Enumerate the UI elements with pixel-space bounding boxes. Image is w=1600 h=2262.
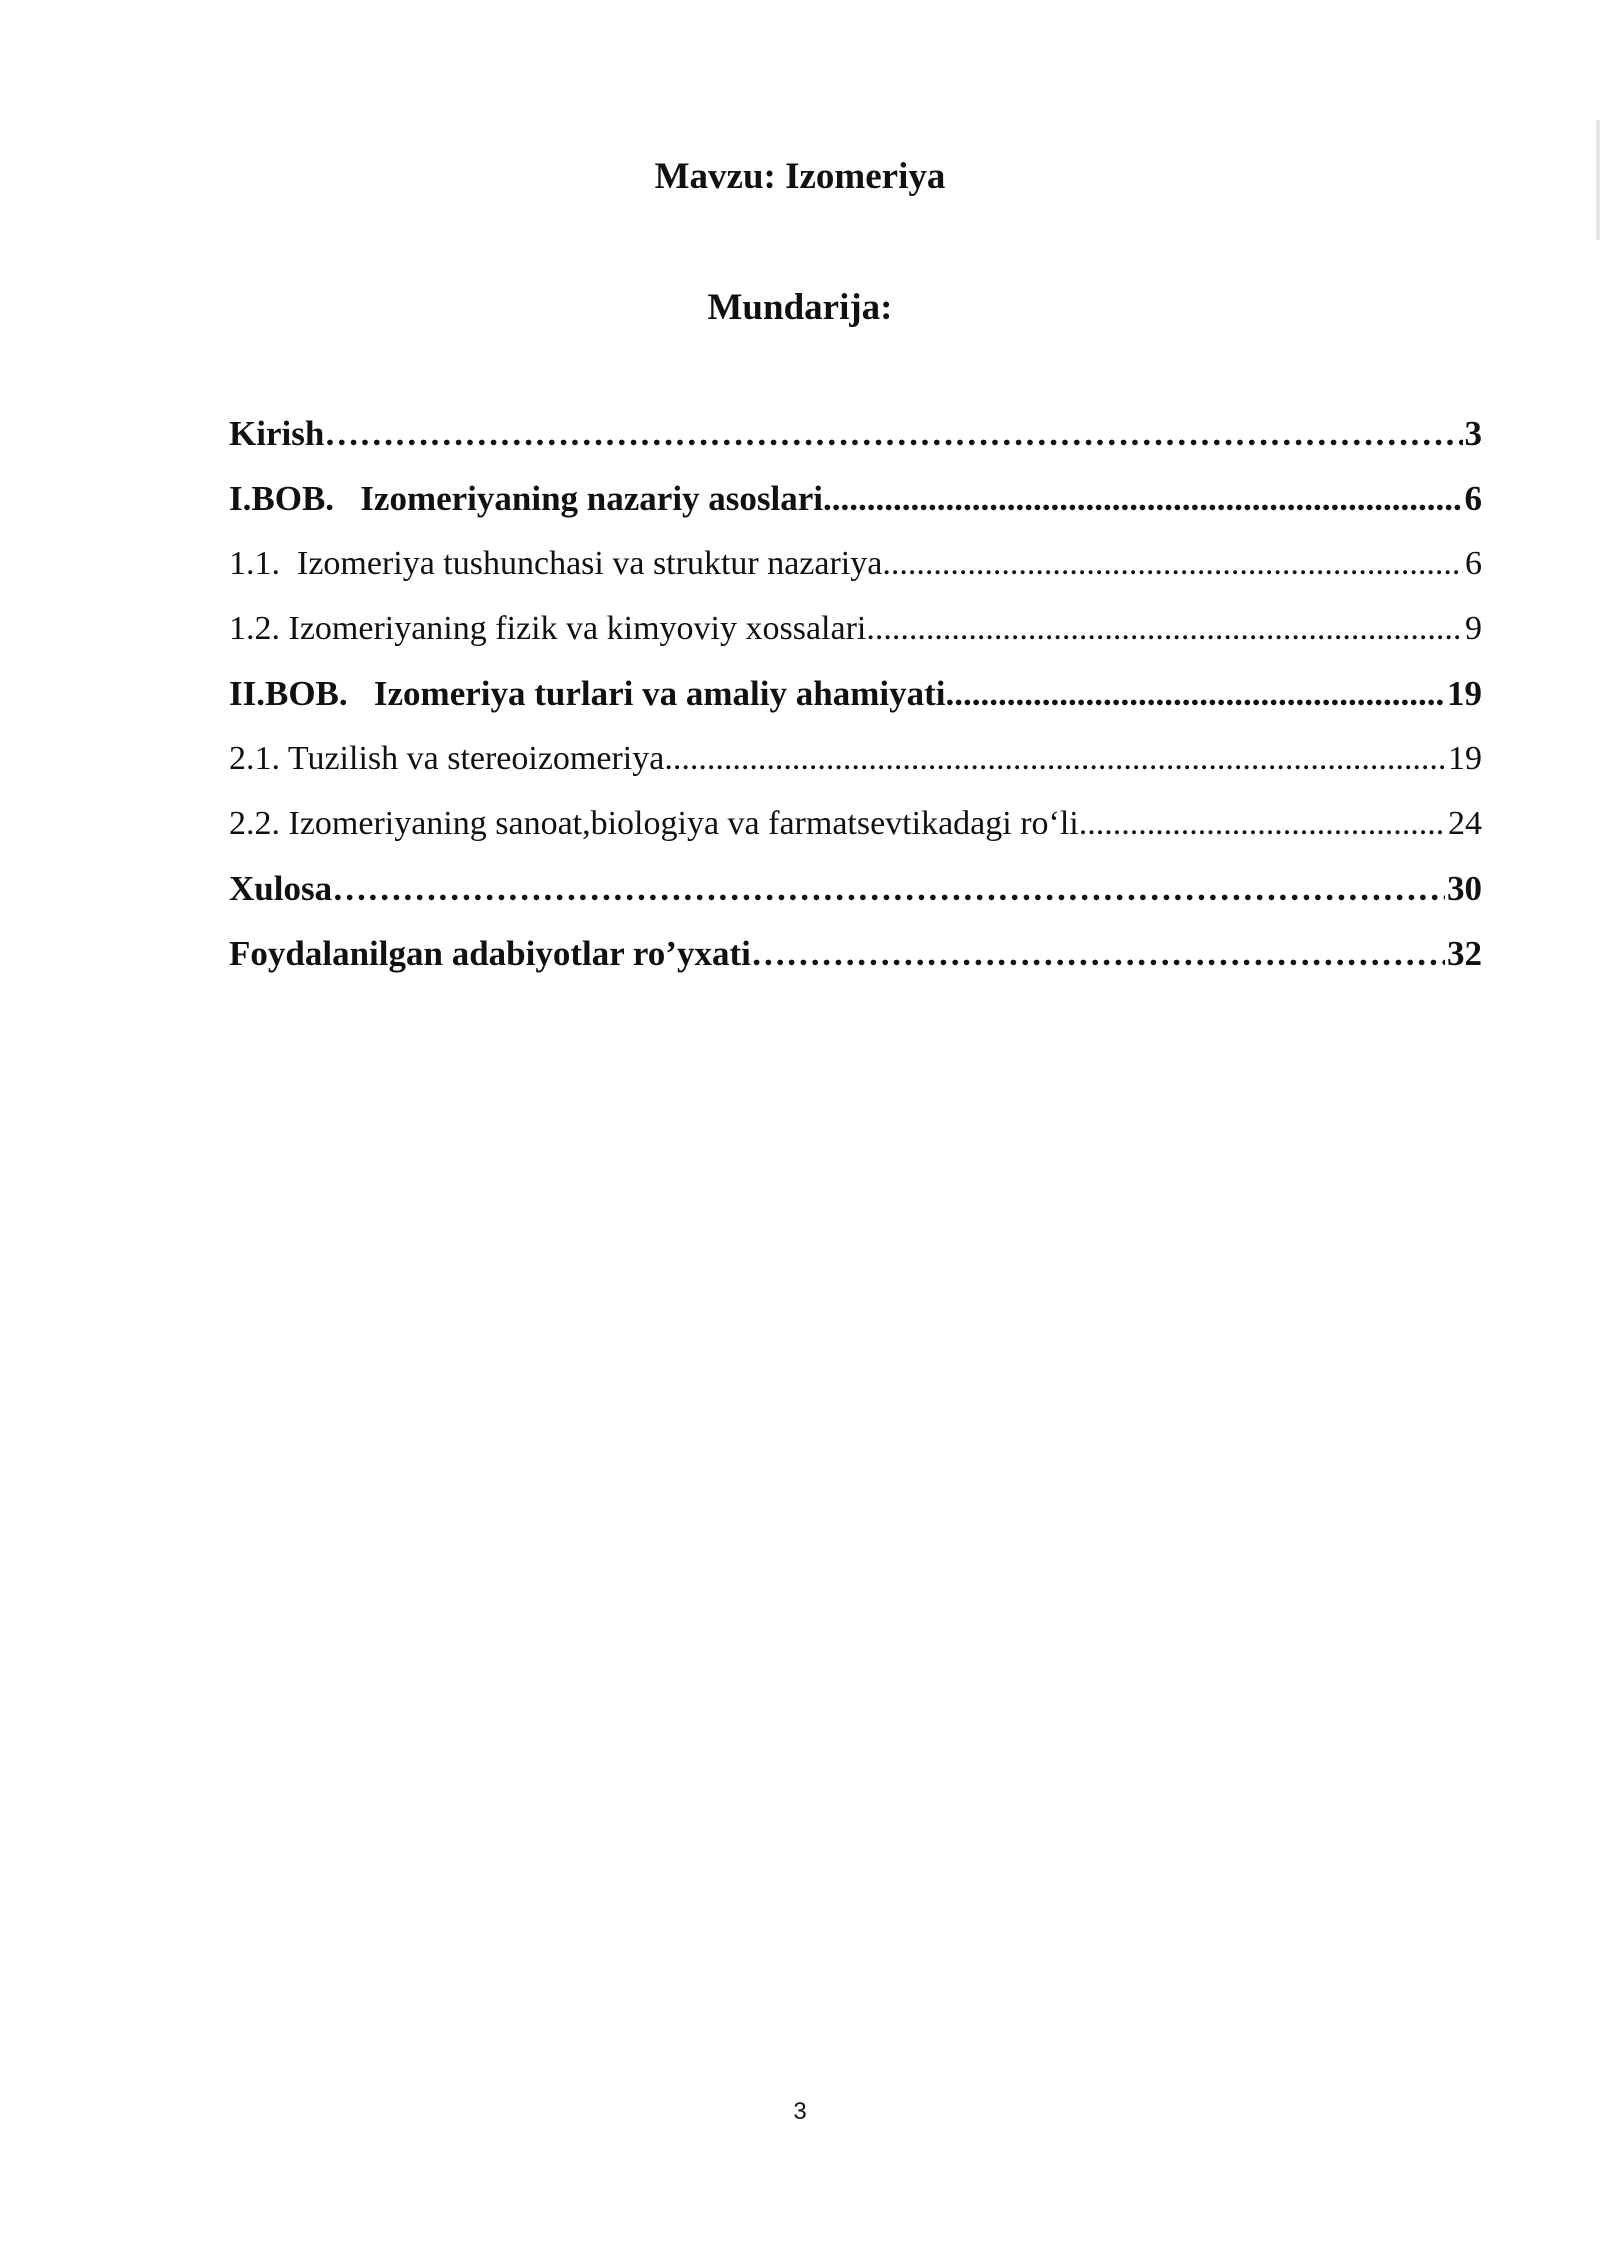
toc-entry-label: Foydalanilgan adabiyotlar ro’yxati [229,934,751,973]
toc-dot-leader [882,542,1463,586]
page-number: 3 [793,2098,807,2125]
toc-entry-chapter-2[interactable] [229,672,1482,737]
toc-entry-section-1-1[interactable] [229,542,1482,607]
toc-entry-references[interactable] [229,932,1482,997]
toc-entry-kirish[interactable] [229,412,1482,477]
toc-entry-page: 9 [1465,610,1482,647]
toc-dot-leader [324,412,1462,456]
toc-entry-page: 3 [1464,414,1482,453]
toc-entry-section-2-1[interactable] [229,737,1482,802]
toc-dot-leader [751,932,1445,976]
document-title: Mavzu: Izomeriya [654,156,946,197]
toc-entry-label: 1.2. Izomeriyaning fizik va kimyoviy xossalari [229,610,867,647]
toc-entry-label: 2.1. Tuzilish va stereoizomeriya [229,740,665,777]
toc-entry-label: I.BOB. Izomeriyaning nazariy asoslari [229,479,824,518]
table-of-contents [229,412,1482,997]
toc-dot-leader [332,867,1445,911]
toc-entry-label: Kirish [229,414,325,453]
toc-dot-leader [866,607,1463,651]
toc-entry-page: 32 [1447,934,1482,973]
toc-entry-xulosa[interactable] [229,867,1482,932]
toc-entry-section-1-2[interactable] [229,607,1482,672]
toc-dot-leader [664,737,1446,781]
toc-entry-chapter-1[interactable] [229,477,1482,542]
toc-entry-page: 6 [1465,545,1482,582]
toc-dot-leader [945,672,1445,716]
toc-dot-leader [823,477,1462,521]
toc-entry-label: 1.1. Izomeriya tushunchasi va struktur nazariya [229,545,883,582]
toc-entry-page: 6 [1464,479,1482,518]
toc-dot-leader [1079,802,1446,846]
contents-heading: Mundarija: [707,287,893,328]
toc-entry-page: 30 [1447,869,1482,908]
toc-entry-label: 2.2. Izomeriyaning sanoat,biologiya va farmatsevtikadagi ro‘li [229,805,1079,842]
toc-entry-page: 24 [1448,805,1482,842]
toc-entry-label: II.BOB. Izomeriya turlari va amaliy ahamiyati [229,674,946,713]
toc-entry-section-2-2[interactable] [229,802,1482,867]
toc-entry-label: Xulosa [229,869,333,908]
toc-entry-page: 19 [1448,740,1482,777]
toc-entry-page: 19 [1447,674,1482,713]
